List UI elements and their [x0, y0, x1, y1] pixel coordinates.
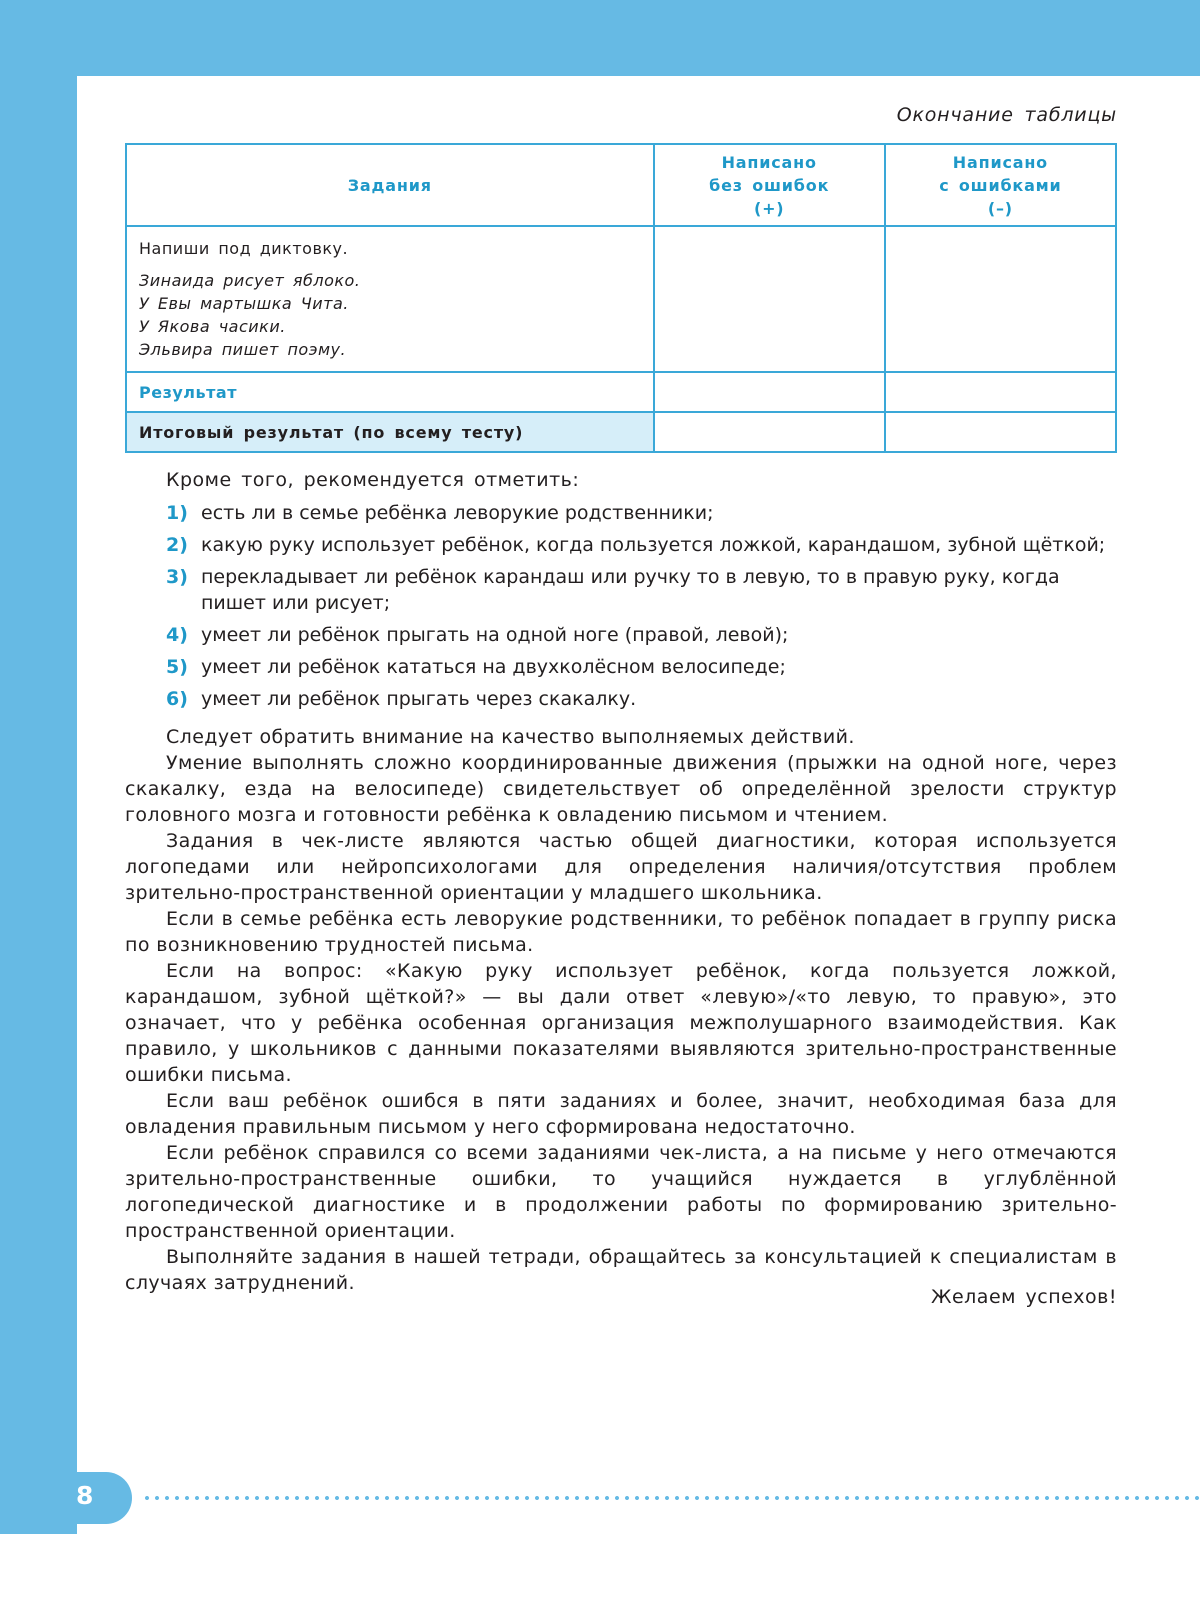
- table-caption: Окончание таблицы: [896, 104, 1117, 126]
- paragraph: Если в семье ребёнка есть леворукие родственники, то ребёнок попадает в группу риска по возникновению трудностей письма.: [125, 908, 1117, 956]
- paragraph: Следует обратить внимание на качество выполняемых действий.: [166, 726, 855, 748]
- page-frame-left: [0, 0, 77, 1534]
- total-result-label: Итоговый результат (по всему тесту): [126, 412, 654, 452]
- page-number-tab: [0, 1472, 132, 1524]
- recommendations-list: [166, 500, 1116, 718]
- paragraph: Если ваш ребёнок ошибся в пяти заданиях и более, значит, необходимая база для овладения правильным письмом у него сформирована недостаточно.: [125, 1090, 1117, 1138]
- dictation-sentence: Зинаида рисует яблоко.: [139, 271, 361, 290]
- body-text: [125, 724, 1117, 1296]
- header-correct-line: без ошибок: [709, 175, 830, 195]
- dotted-divider: [142, 1496, 1200, 1500]
- dictation-sentence: У Якова часики.: [139, 317, 286, 336]
- paragraph: Выполняйте задания в нашей тетради, обращайтесь за консультацией к специалистам в случаях затруднений.: [125, 1246, 1117, 1294]
- header-correct: [654, 144, 885, 226]
- list-item: [166, 686, 1116, 712]
- list-item-text: умеет ли ребёнок прыгать на одной ноге (правой, левой);: [201, 624, 789, 646]
- list-item-text: умеет ли ребёнок прыгать через скакалку.: [201, 688, 637, 710]
- header-errors-line: Написано: [952, 152, 1048, 172]
- list-item: [166, 654, 1116, 680]
- table-row: [126, 226, 1116, 372]
- header-errors-line: с ошибками: [939, 175, 1062, 195]
- list-item: [166, 564, 1116, 616]
- list-item-text: перекладывает ли ребёнок карандаш или ручку то в левую, то в правую руку, когда пишет или рисует;: [201, 566, 1060, 614]
- page-number: 8: [76, 1481, 94, 1510]
- list-item-number: 5): [166, 656, 188, 678]
- result-errors-cell[interactable]: [885, 372, 1116, 412]
- paragraph: Задания в чек-листе являются частью общей диагностики, которая используется логопедами или нейропсихологами для определения наличия/отсутствия проблем зрительно-пространственной ориентации у младшего школьника.: [125, 830, 1117, 904]
- list-item-number: 2): [166, 534, 188, 556]
- recommendations-intro: Кроме того, рекомендуется отметить:: [166, 469, 580, 491]
- total-correct-cell[interactable]: [654, 412, 885, 452]
- table-header-row: [126, 144, 1116, 226]
- list-item-number: 4): [166, 624, 188, 646]
- total-errors-cell[interactable]: [885, 412, 1116, 452]
- task-instruction: Напиши под диктовку.: [139, 239, 349, 258]
- closing-wish: Желаем успехов!: [931, 1286, 1117, 1308]
- list-item-number: 6): [166, 688, 188, 710]
- list-item-number: 1): [166, 502, 188, 524]
- tasks-table: [125, 143, 1117, 453]
- header-errors-line: (–): [987, 198, 1013, 218]
- paragraph: Умение выполнять сложно координированные движения (прыжки на одной ноге, через скакалку, езда на велосипеде) свидетельствует об определённой зрелости структур головного мозга и готовности ребёнка к овладению письмом и чтением.: [125, 752, 1117, 826]
- result-correct-cell[interactable]: [654, 372, 885, 412]
- dictation-sentence: Эльвира пишет поэму.: [139, 340, 347, 359]
- list-item-text: умеет ли ребёнок кататься на двухколёсном велосипеде;: [201, 656, 786, 678]
- paragraph: Если на вопрос: «Какую руку использует ребёнок, когда пользуется ложкой, карандашом, зубной щёткой?» — вы дали ответ «левую»/«то левую, то правую», это означает, что у ребёнка особенная организация межполушарного взаимодействия. Как правило, у школьников с данными показателями выявляются зрительно-пространственные ошибки письма.: [125, 960, 1117, 1086]
- list-item-number: 3): [166, 566, 188, 588]
- list-item-text: какую руку использует ребёнок, когда пользуется ложкой, карандашом, зубной щёткой;: [201, 534, 1106, 556]
- dictation-sentence: У Евы мартышка Чита.: [139, 294, 349, 313]
- errors-mark-cell[interactable]: [885, 226, 1116, 372]
- correct-mark-cell[interactable]: [654, 226, 885, 372]
- task-cell: [126, 226, 654, 372]
- list-item: [166, 622, 1116, 648]
- result-label: Результат: [126, 372, 654, 412]
- list-item-text: есть ли в семье ребёнка леворукие родственники;: [201, 502, 714, 524]
- table-row-result: [126, 372, 1116, 412]
- header-correct-line: Написано: [721, 152, 817, 172]
- paragraph: Если ребёнок справился со всеми заданиями чек-листа, а на письме у него отмечаются зрительно-пространственные ошибки, то учащийся нуждается в углублённой логопедической диагностике и в продолжении работы по формированию зрительно-пространственной ориентации.: [125, 1142, 1117, 1242]
- header-correct-line: (+): [753, 198, 785, 218]
- header-errors: [885, 144, 1116, 226]
- list-item: [166, 500, 1116, 526]
- header-tasks: Задания: [126, 144, 654, 226]
- table-row-total: [126, 412, 1116, 452]
- list-item: [166, 532, 1116, 558]
- page-frame-top: [0, 0, 1200, 76]
